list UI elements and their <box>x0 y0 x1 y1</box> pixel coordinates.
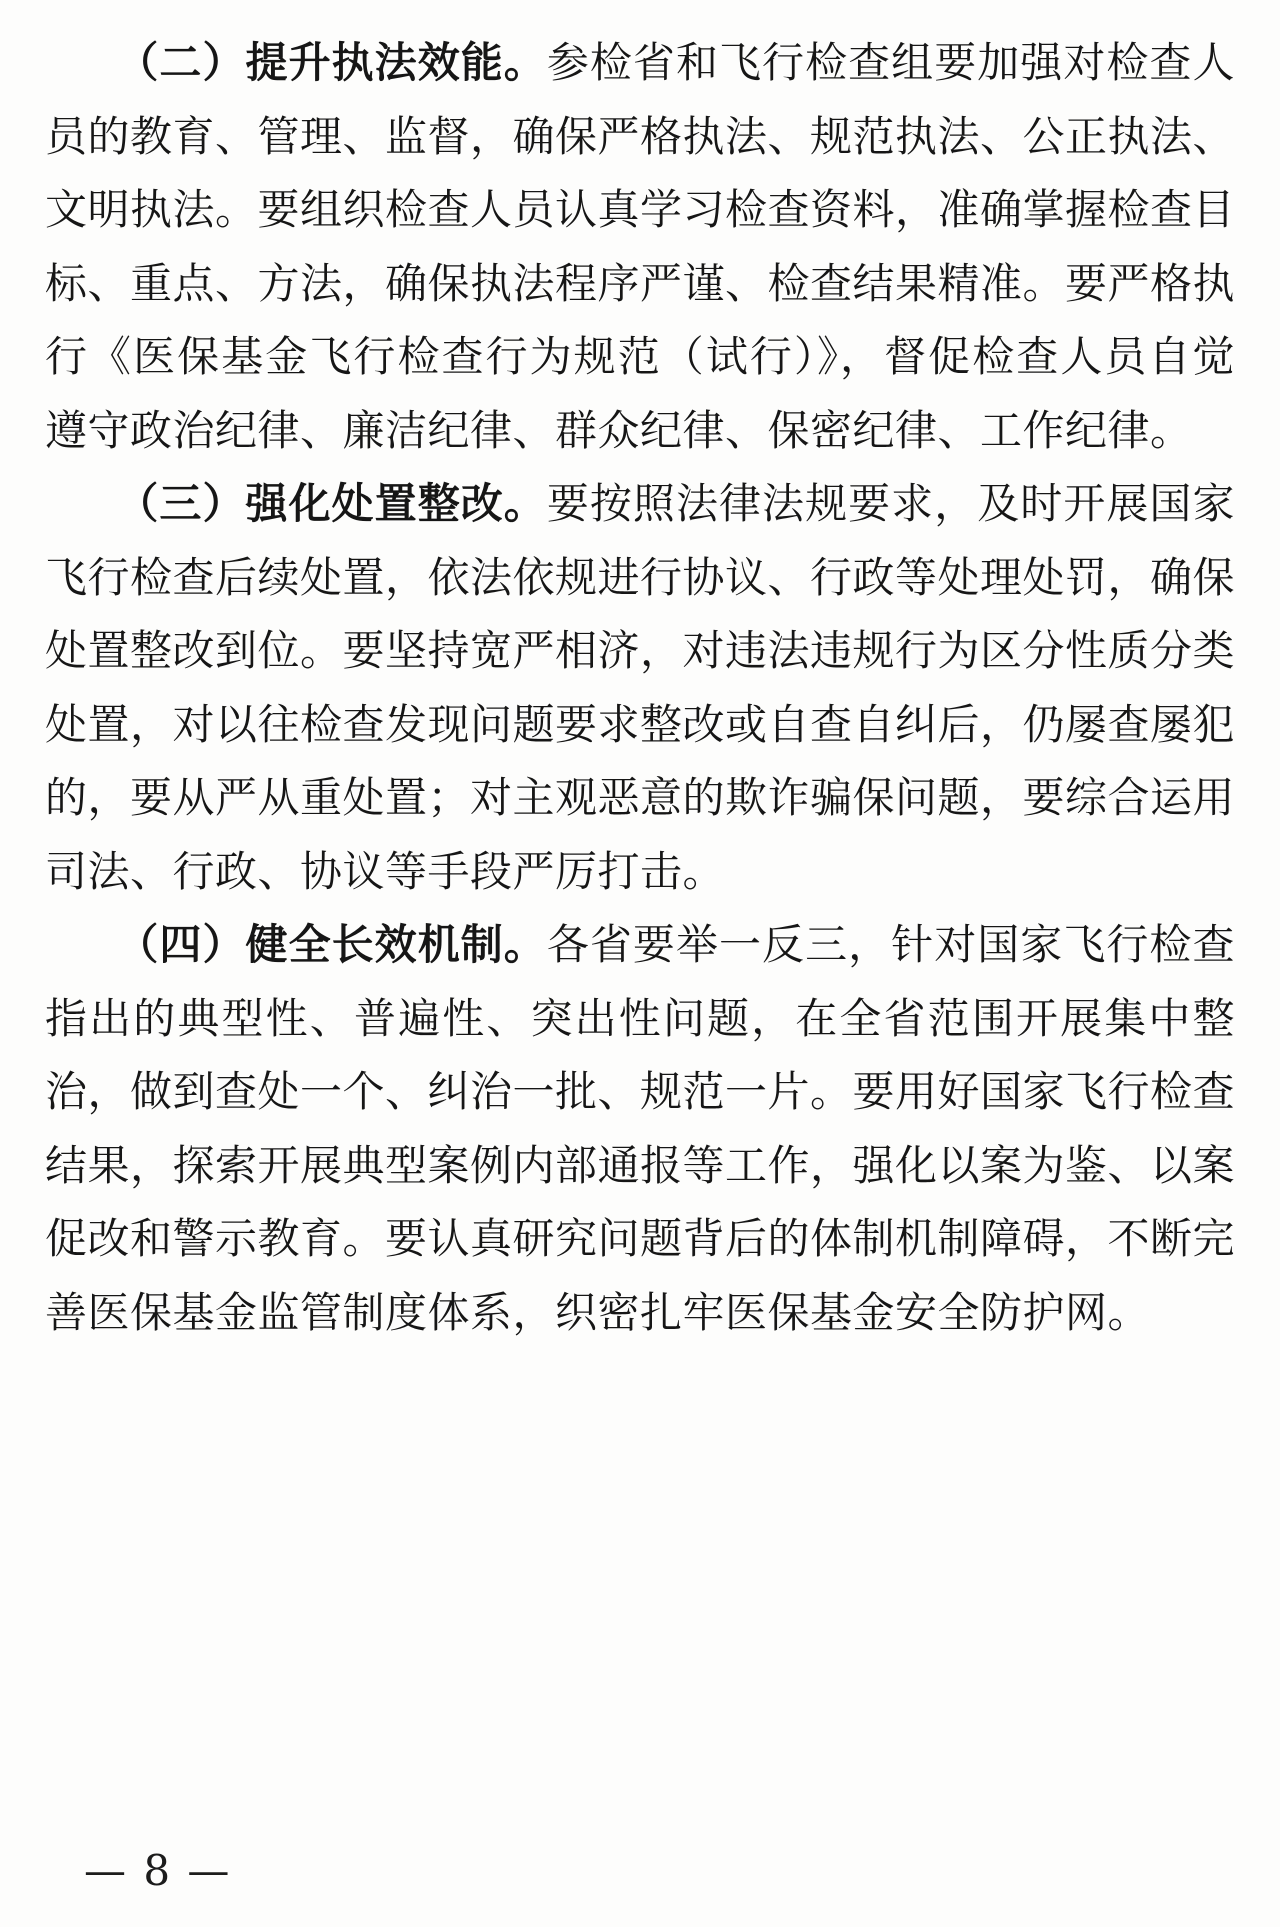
paragraph-section-3 <box>45 467 1235 908</box>
section-4-heading: （四）健全长效机制。 <box>116 920 547 969</box>
page-number: — 8 — <box>84 1846 232 1895</box>
paragraph-section-4 <box>45 908 1235 1349</box>
section-3-heading: （三）强化处置整改。 <box>116 479 547 528</box>
page-footer <box>84 1846 231 1895</box>
section-2-heading: （二）提升执法效能。 <box>116 38 547 87</box>
document-content <box>45 26 1235 1349</box>
section-3-body: 要按照法律法规要求，及时开展国家飞行检查后续处置，依法依规进行协议、行政等处理处罚，确保处置整改到位。要坚持宽严相济，对违法违规行为区分性质分类处置，对以往检查发现问题要求整改或自查自纠后，仍屡查屡犯的，要从严从重处置；对主观恶意的欺诈骗保问题，要综合运用司法、行政、协议等手段严厉打击。 <box>45 479 1236 896</box>
section-2-body: 参检省和飞行检查组要加强对检查人员的教育、管理、监督，确保严格执法、规范执法、公正执法、文明执法。要组织检查人员认真学习检查资料，准确掌握检查目标、重点、方法，确保执法程序严谨、检查结果精准。要严格执行《医保基金飞行检查行为规范（试行）》，督促检查人员自觉遵守政治纪律、廉洁纪律、群众纪律、保密纪律、工作纪律。 <box>45 38 1236 455</box>
section-4-body: 各省要举一反三，针对国家飞行检查指出的典型性、普遍性、突出性问题，在全省范围开展集中整治，做到查处一个、纠治一批、规范一片。要用好国家飞行检查结果，探索开展典型案例内部通报等工作，强化以案为鉴、以案促改和警示教育。要认真研究问题背后的体制机制障碍，不断完善医保基金监管制度体系，织密扎牢医保基金安全防护网。 <box>45 920 1236 1337</box>
paragraph-section-2 <box>45 26 1235 467</box>
